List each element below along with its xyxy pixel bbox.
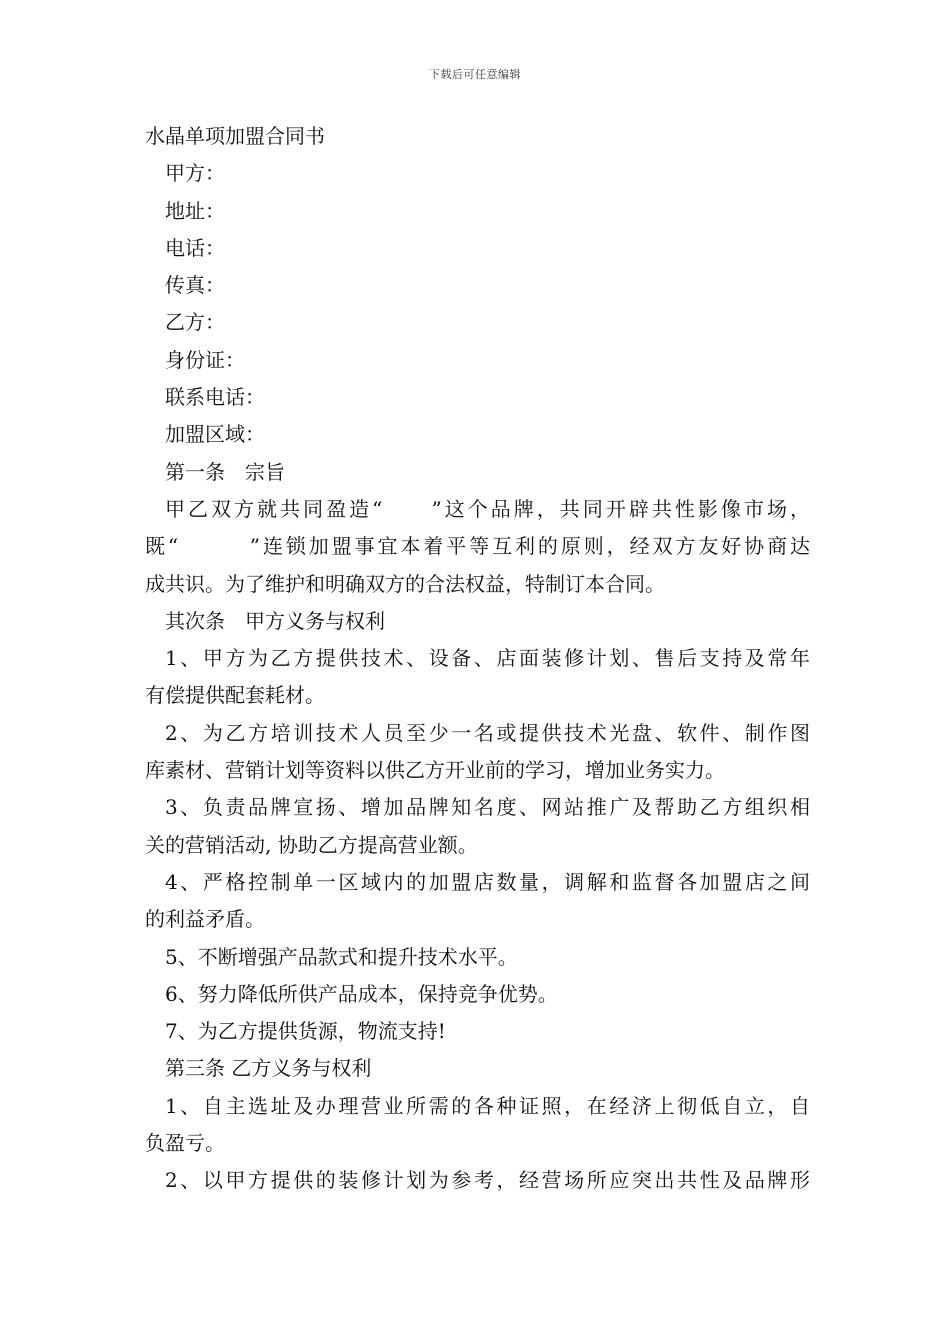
- article-2-item: 6、努力降低所供产品成本，保持竞争优势。: [165, 981, 558, 1006]
- party-a-fax: 传真：: [165, 273, 225, 298]
- party-a-phone: 电话：: [165, 235, 225, 260]
- party-b-label: 乙方：: [165, 310, 225, 335]
- article-2-item-continuation: 的利益矛盾。: [145, 907, 265, 932]
- article-1-line: 甲乙双方就共同盈造“ ”这个品牌，共同开辟共性影像市场，: [165, 496, 810, 521]
- document-body: [145, 118, 810, 1200]
- header-note: 下载后可任意编辑: [429, 68, 521, 81]
- party-b-id-card: 身份证：: [165, 347, 245, 372]
- article-2-item: 5、不断增强产品款式和提升技术水平。: [165, 944, 518, 969]
- article-2-item: 1、甲方为乙方提供技术、设备、店面装修计划、售后支持及常年: [165, 646, 810, 671]
- article-2-item: 7、为乙方提供货源，物流支持!: [165, 1019, 446, 1044]
- article-2-item: 4、严格控制单一区域内的加盟店数量，调解和监督各加盟店之间: [165, 869, 810, 894]
- party-a-address: 地址：: [165, 198, 225, 223]
- article-3-item-continuation: 负盈亏。: [145, 1131, 225, 1156]
- article-2-item-continuation: 有偿提供配套耗材。: [145, 683, 325, 708]
- article-1-line: 既“ ”连锁加盟事宜本着平等互利的原则，经双方友好协商达: [145, 534, 810, 559]
- article-2-heading: 其次条 甲方义务与权利: [165, 608, 385, 633]
- party-b-contact-phone: 联系电话：: [165, 385, 265, 410]
- article-3-item: 2、以甲方提供的装修计划为参考，经营场所应突出共性及品牌形: [165, 1168, 810, 1193]
- article-1-heading: 第一条 宗旨: [165, 459, 285, 484]
- party-a-label: 甲方：: [165, 161, 225, 186]
- article-1-line: 成共识。为了维护和明确双方的合法权益，特制订本合同。: [145, 571, 665, 596]
- document-title: 水晶单项加盟合同书: [145, 124, 325, 148]
- article-2-item: 2、为乙方培训技术人员至少一名或提供技术光盘、软件、制作图: [165, 720, 810, 745]
- party-b-region: 加盟区域：: [165, 422, 265, 447]
- article-2-item-continuation: 关的营销活动, 协助乙方提高营业额。: [145, 832, 478, 857]
- article-2-item: 3、负责品牌宣扬、增加品牌知名度、网站推广及帮助乙方组织相: [165, 795, 810, 820]
- article-2-item-continuation: 库素材、营销计划等资料以供乙方开业前的学习，增加业务实力。: [145, 758, 725, 783]
- article-3-item: 1、自主选址及办理营业所需的各种证照，在经济上彻低自立，自: [165, 1093, 810, 1118]
- article-3-heading: 第三条 乙方义务与权利: [165, 1056, 372, 1081]
